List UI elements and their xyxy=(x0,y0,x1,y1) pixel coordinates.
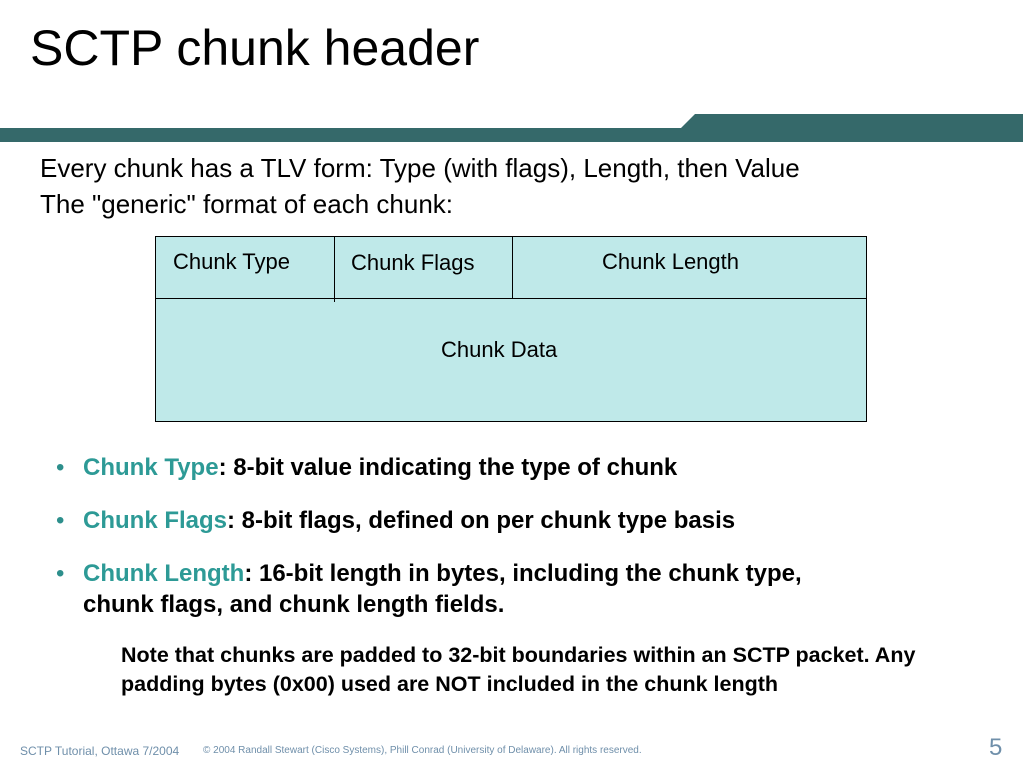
intro-line: The "generic" format of each chunk: xyxy=(40,189,454,219)
title-divider-bar xyxy=(0,114,1023,142)
bullet-description: : 8-bit value indicating the type of chunk xyxy=(218,454,678,481)
bullet-item-chunk-length xyxy=(56,558,876,620)
chunk-length-field: Chunk Length xyxy=(602,249,739,274)
intro-line: Every chunk has a TLV form: Type (with flags), Length, then Value xyxy=(40,153,800,183)
bullet-list xyxy=(56,452,876,642)
diagram-row-divider xyxy=(156,298,866,299)
intro-text xyxy=(40,150,800,222)
diagram-field-divider xyxy=(334,237,335,302)
chunk-flags-field: Chunk Flags xyxy=(351,250,475,275)
slide-title: SCTP chunk header xyxy=(30,20,480,76)
bullet-term: Chunk Length xyxy=(83,560,245,587)
chunk-header-diagram xyxy=(155,236,867,422)
footer-tutorial-label: SCTP Tutorial, Ottawa 7/2004 xyxy=(20,744,180,758)
footer-copyright: © 2004 Randall Stewart (Cisco Systems), Phill Conrad (University of Delaware). All rights reserved. xyxy=(203,745,642,756)
diagram-field-divider xyxy=(512,237,513,298)
bullet-icon: • xyxy=(56,560,65,587)
page-number: 5 xyxy=(989,734,1003,761)
bullet-item-chunk-flags xyxy=(56,505,876,536)
bullet-item-chunk-type xyxy=(56,452,876,483)
chunk-data-field: Chunk Data xyxy=(441,337,558,362)
bullet-icon: • xyxy=(56,507,65,534)
bullet-term: Chunk Type xyxy=(83,454,219,481)
chunk-type-field: Chunk Type xyxy=(173,249,291,274)
bullet-description: : 16-bit length in bytes, including the chunk type, chunk flags, and chunk length fields. xyxy=(83,560,802,618)
bullet-icon: • xyxy=(56,454,65,481)
bullet-term: Chunk Flags xyxy=(83,507,228,534)
bullet-description: : 8-bit flags, defined on per chunk type basis xyxy=(227,507,736,534)
padding-note: Note that chunks are padded to 32-bit boundaries within an SCTP packet. Any padding bytes (0x00) used are NOT included in the chunk length xyxy=(121,643,916,696)
